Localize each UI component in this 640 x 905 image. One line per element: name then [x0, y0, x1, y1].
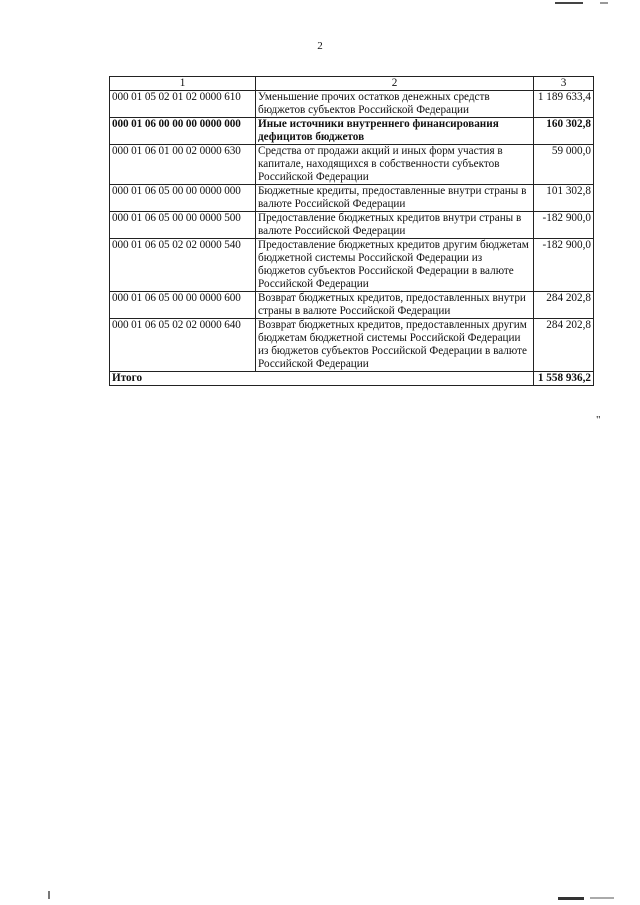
table-row [110, 239, 594, 292]
row-code: 000 01 06 05 00 00 0000 500 [110, 212, 256, 239]
row-name: Возврат бюджетных кредитов, предоставленных другим бюджетам бюджетной системы Российской Федерации из бюджетов субъектов Российской Федерации в валюте Российской Федерации [256, 319, 534, 372]
row-name: Уменьшение прочих остатков денежных средств бюджетов субъектов Российской Федерации [256, 91, 534, 118]
total-row [110, 372, 594, 386]
row-amount: 1 189 633,4 [534, 91, 594, 118]
row-amount: 284 202,8 [534, 292, 594, 319]
row-code: 000 01 06 00 00 00 0000 000 [110, 118, 256, 145]
row-amount: 59 000,0 [534, 145, 594, 185]
total-amount: 1 558 936,2 [534, 372, 594, 386]
table-row [110, 185, 594, 212]
row-code: 000 01 06 01 00 02 0000 630 [110, 145, 256, 185]
row-name: Предоставление бюджетных кредитов другим бюджетам бюджетной системы Российской Федерации из бюджетов субъектов Российской Федерации в валюте Российской Федерации [256, 239, 534, 292]
table-header-row [110, 77, 594, 91]
row-name: Средства от продажи акций и иных форм участия в капитале, находящихся в собственности субъектов Российской Федерации [256, 145, 534, 185]
table-row [110, 91, 594, 118]
row-amount: -182 900,0 [534, 239, 594, 292]
scan-artifact-top [555, 2, 583, 4]
row-code: 000 01 06 05 00 00 0000 000 [110, 185, 256, 212]
table-row [110, 319, 594, 372]
scan-artifact-top-small [600, 2, 608, 4]
total-label: Итого [110, 372, 534, 386]
table-row [110, 145, 594, 185]
closing-quote-mark: " [596, 414, 601, 426]
page-number: 2 [317, 40, 323, 52]
column-header-amount: 3 [534, 77, 594, 91]
column-header-name: 2 [256, 77, 534, 91]
row-code: 000 01 05 02 01 02 0000 610 [110, 91, 256, 118]
row-code: 000 01 06 05 02 02 0000 540 [110, 239, 256, 292]
table-row [110, 212, 594, 239]
scan-artifact-bottom-small [590, 897, 614, 899]
row-amount: 284 202,8 [534, 319, 594, 372]
row-name: Возврат бюджетных кредитов, предоставленных внутри страны в валюте Российской Федерации [256, 292, 534, 319]
table-row [110, 292, 594, 319]
row-amount: -182 900,0 [534, 212, 594, 239]
scan-artifact-bottom-left [48, 891, 50, 899]
financing-sources-table [109, 76, 594, 386]
table-body [110, 91, 594, 372]
row-code: 000 01 06 05 00 00 0000 600 [110, 292, 256, 319]
scan-artifact-bottom [558, 897, 584, 900]
column-header-code: 1 [110, 77, 256, 91]
table-row [110, 118, 594, 145]
row-name: Иные источники внутреннего финансирования дефицитов бюджетов [256, 118, 534, 145]
row-code: 000 01 06 05 02 02 0000 640 [110, 319, 256, 372]
row-amount: 101 302,8 [534, 185, 594, 212]
row-name: Бюджетные кредиты, предоставленные внутри страны в валюте Российской Федерации [256, 185, 534, 212]
row-name: Предоставление бюджетных кредитов внутри страны в валюте Российской Федерации [256, 212, 534, 239]
row-amount: 160 302,8 [534, 118, 594, 145]
